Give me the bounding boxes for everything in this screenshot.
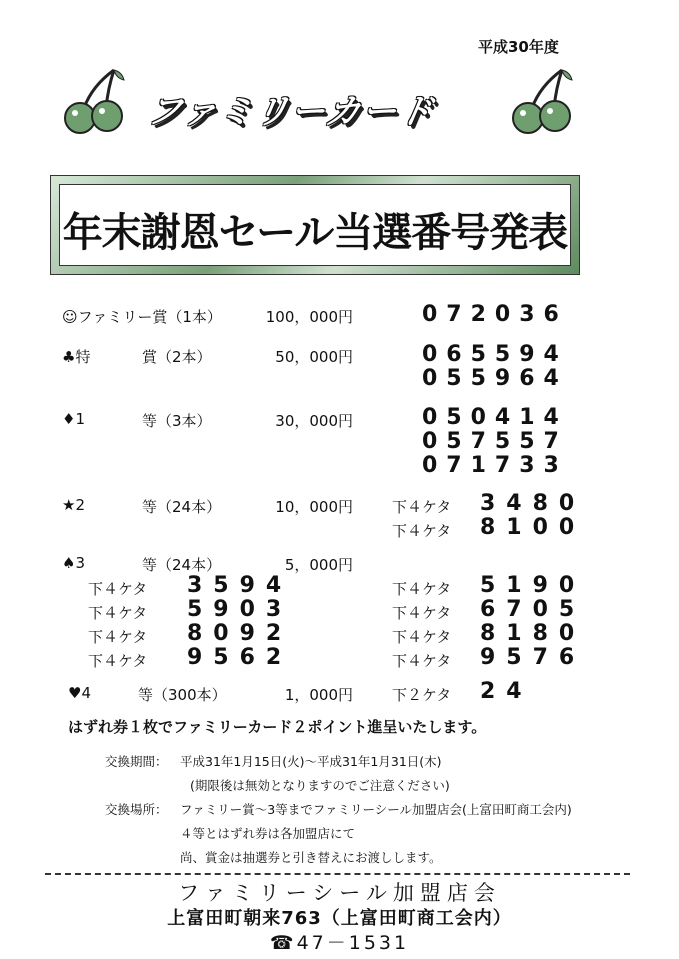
banner-title: 年末謝恩セール当選番号発表 [62,210,568,256]
first-prize-label-a: 1 [75,410,85,428]
fiscal-year: 平成30年度 [478,38,559,56]
exchange-place-note-2: 尚、賞金は抽選券と引き替えにお渡しします。 [180,850,442,865]
fourth-prize-row [68,684,91,702]
special-prize-number-2: 055964 [422,366,568,391]
phone-icon: ☎ [269,932,297,954]
diamond-icon: ♦ [62,410,76,428]
third-prize-number-l1: 3594 [187,573,293,598]
family-card-logo: ファミリーカード [143,92,438,132]
third-prize-number-l4: 9562 [187,645,293,670]
second-prize-row [62,496,85,514]
third-prize-prefix-r3: 下４ケタ [392,628,452,646]
third-prize-label-b: 等（24本） [142,556,222,574]
organization-phone [0,928,679,955]
second-prize-label-b: 等（24本） [142,498,222,516]
third-prize-prefix-l4: 下４ケタ [88,652,148,670]
organization-name: ファミリーシール加盟店会 [178,881,501,905]
special-prize-label-a: 特 [75,348,91,366]
fourth-prize-label-a: 4 [81,684,91,702]
fourth-prize-prefix: 下２ケタ [392,686,452,704]
second-prize-label-a: 2 [75,496,85,514]
family-prize-label: ファミリー賞（1本） [77,308,222,326]
smile-icon: ☺ [62,308,78,326]
third-prize-prefix-l3: 下４ケタ [88,628,148,646]
fourth-prize-label-b: 等（300本） [138,686,227,704]
third-prize-label-a: 3 [75,554,85,572]
special-prize-number-1: 065594 [422,342,568,367]
first-prize-label-b: 等（3本） [142,412,212,430]
exchange-place-note-1: ４等とはずれ券は各加盟店にて [180,826,356,841]
family-prize-number: 072036 [422,302,568,327]
third-prize-number-r2: 6705 [480,597,586,622]
family-prize-row [62,306,222,327]
family-prize-amount: 100，000円 [265,308,353,326]
first-prize-amount: 30，000円 [275,412,353,430]
third-prize-number-r3: 8180 [480,621,586,646]
fourth-prize-amount: 1，000円 [284,686,353,704]
third-prize-prefix-r4: 下４ケタ [392,652,452,670]
third-prize-number-r1: 5190 [480,573,586,598]
special-prize-amount: 50，000円 [275,348,353,366]
title-banner [50,175,580,275]
star-icon: ★ [62,496,76,514]
exchange-place-value: ファミリー賞～3等までファミリーシール加盟店会(上富田町商工会内) [180,802,572,817]
special-prize-label-b: 賞（2本） [142,348,212,366]
organization-address: 上富田町朝来763（上富田町商工会内） [167,908,512,929]
second-prize-prefix-2: 下４ケタ [392,522,452,540]
third-prize-number-r4: 9576 [480,645,586,670]
first-prize-number-2: 057557 [422,429,568,454]
third-prize-prefix-l2: 下４ケタ [88,604,148,622]
cherry-icon-left [62,66,132,136]
third-prize-prefix-r1: 下４ケタ [392,580,452,598]
spade-icon: ♠ [62,554,76,572]
second-prize-prefix-1: 下４ケタ [392,498,452,516]
third-prize-prefix-r2: 下４ケタ [392,604,452,622]
exchange-place-label: 交換場所： [105,802,168,817]
heart-icon: ♥ [68,684,82,702]
fourth-prize-number: 24 [480,679,533,704]
first-prize-number-1: 050414 [422,405,568,430]
second-prize-number-2: 8100 [480,515,586,540]
exchange-period-note: (期限後は無効となりますのでご注意ください) [190,778,450,793]
second-prize-amount: 10，000円 [275,498,353,516]
cherry-icon-right [510,66,580,136]
phone-number: 47－1531 [296,932,410,954]
second-prize-number-1: 3480 [480,491,586,516]
exchange-period-label: 交換期間： [105,754,168,769]
third-prize-prefix-l1: 下４ケタ [88,580,148,598]
special-prize-row [62,346,90,367]
club-icon: ♣ [62,348,76,366]
third-prize-number-l3: 8092 [187,621,293,646]
consolation-notice: はずれ券１枚でファミリーカード２ポイント進呈いたします。 [68,718,487,736]
first-prize-number-3: 071733 [422,453,568,478]
third-prize-row [62,554,85,572]
first-prize-row [62,410,85,428]
footer-divider [45,873,630,875]
exchange-period-value: 平成31年1月15日(火)～平成31年1月31日(木) [180,754,442,769]
third-prize-amount: 5，000円 [284,556,353,574]
third-prize-number-l2: 5903 [187,597,293,622]
